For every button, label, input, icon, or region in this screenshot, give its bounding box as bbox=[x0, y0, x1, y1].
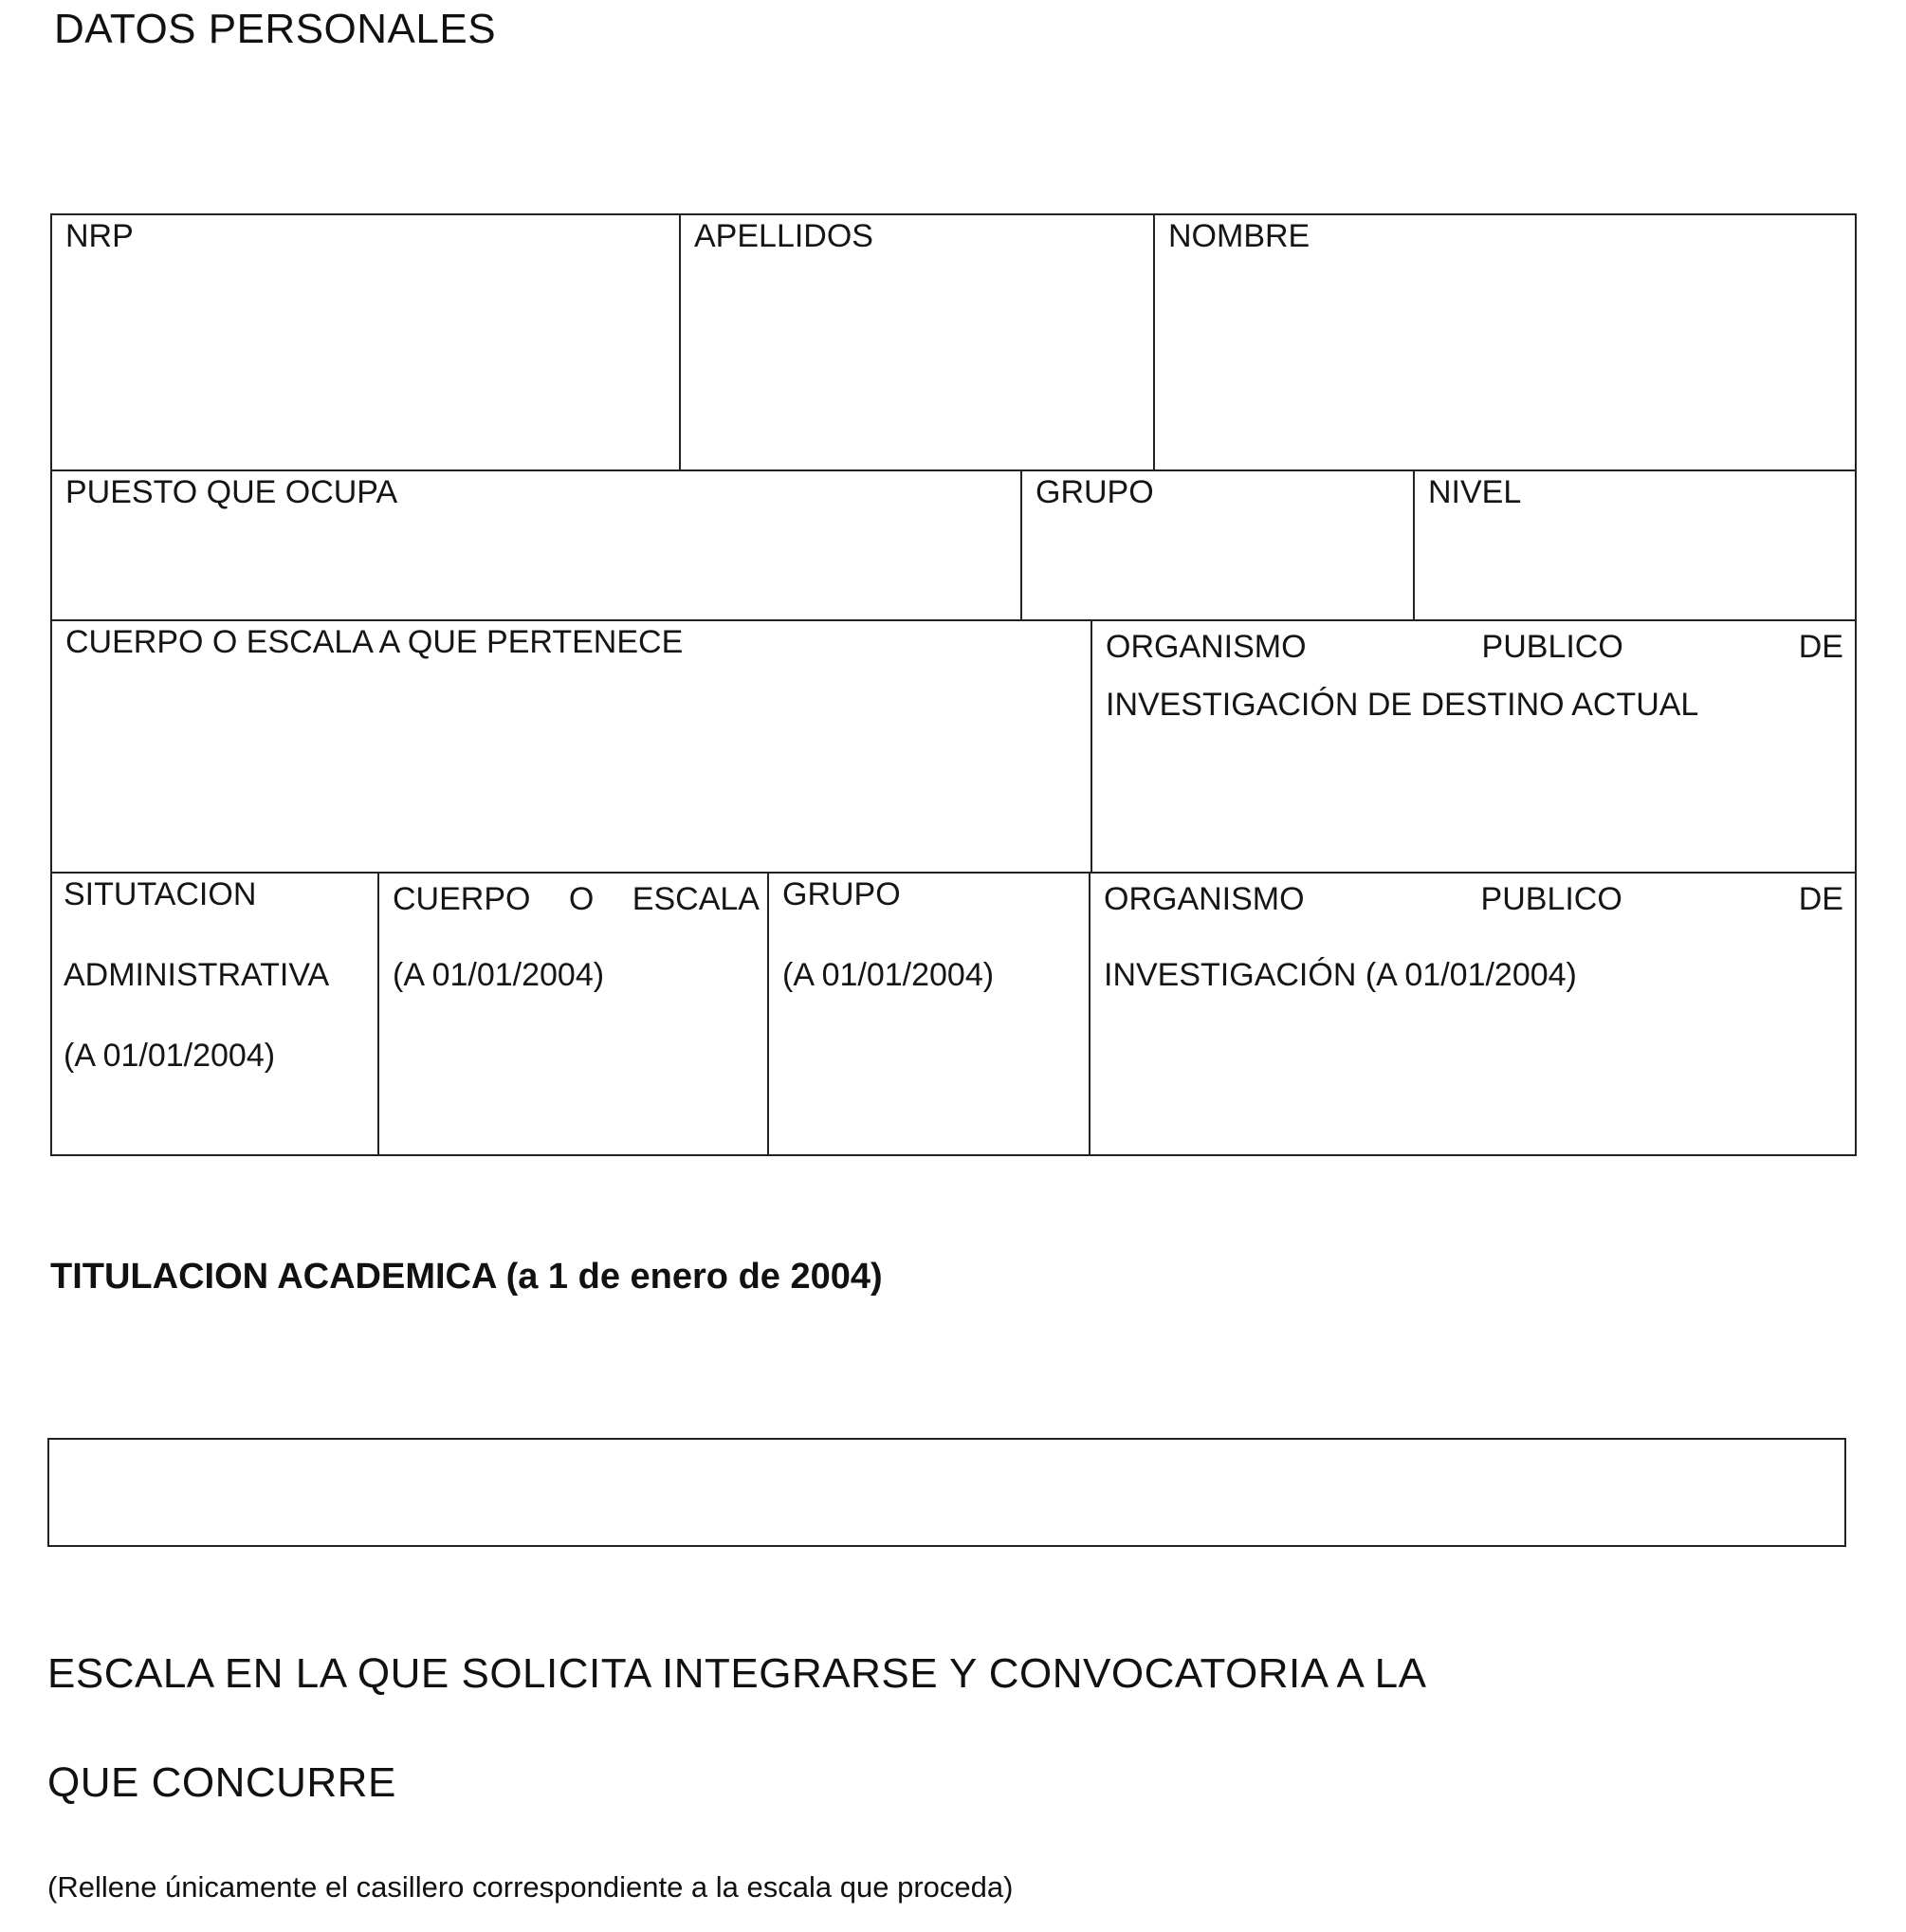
o-word: O bbox=[568, 881, 595, 917]
escala-heading-line1: ESCALA EN LA QUE SOLICITA INTEGRARSE Y CONVOCATORIA A LA bbox=[47, 1650, 1427, 1697]
nrp-field[interactable] bbox=[50, 213, 681, 471]
organismo-fecha-field[interactable] bbox=[1089, 872, 1857, 1156]
grupo-fecha-label-line2: (A 01/01/2004) bbox=[782, 957, 995, 993]
escala-heading-line2: QUE CONCURRE bbox=[47, 1759, 396, 1806]
nombre-field[interactable] bbox=[1153, 213, 1857, 471]
grupo-field[interactable] bbox=[1020, 469, 1415, 621]
organismo-destino-field[interactable] bbox=[1090, 619, 1857, 874]
escala-instruction-note: (Rellene únicamente el casillero correspondiente a la escala que proceda) bbox=[47, 1870, 1014, 1904]
nivel-field[interactable] bbox=[1413, 469, 1857, 621]
titulacion-field[interactable] bbox=[47, 1438, 1846, 1547]
nivel-label: NIVEL bbox=[1428, 474, 1522, 510]
situacion-label-line1: SITUTACION bbox=[64, 876, 257, 912]
de-word: DE bbox=[1798, 881, 1843, 917]
cuerpo-fecha-label-line2: (A 01/01/2004) bbox=[393, 957, 605, 993]
apellidos-label: APELLIDOS bbox=[694, 218, 873, 254]
publico-word: PUBLICO bbox=[1480, 881, 1622, 917]
cuerpo-fecha-field[interactable] bbox=[377, 872, 769, 1156]
situacion-field[interactable] bbox=[50, 872, 379, 1156]
nrp-label: NRP bbox=[65, 218, 134, 254]
organismo-word: ORGANISMO bbox=[1104, 881, 1305, 917]
titulacion-heading: TITULACION ACADEMICA (a 1 de enero de 2004) bbox=[50, 1257, 883, 1297]
cuerpo-escala-label: CUERPO O ESCALA A QUE PERTENECE bbox=[65, 624, 684, 660]
escala-word: ESCALA bbox=[632, 881, 760, 917]
organismo-destino-label-line2: INVESTIGACIÓN DE DESTINO ACTUAL bbox=[1106, 687, 1699, 723]
grupo-fecha-field[interactable] bbox=[767, 872, 1090, 1156]
organismo-fecha-label-line2: INVESTIGACIÓN (A 01/01/2004) bbox=[1104, 957, 1577, 993]
apellidos-field[interactable] bbox=[679, 213, 1155, 471]
situacion-label-line3: (A 01/01/2004) bbox=[64, 1038, 276, 1074]
situacion-label-line2: ADMINISTRATIVA bbox=[64, 957, 330, 993]
cuerpo-word: CUERPO bbox=[393, 881, 531, 917]
nombre-label: NOMBRE bbox=[1168, 218, 1310, 254]
de-word: DE bbox=[1798, 629, 1843, 665]
puesto-label: PUESTO QUE OCUPA bbox=[65, 474, 398, 510]
publico-word: PUBLICO bbox=[1481, 629, 1623, 665]
page-title: DATOS PERSONALES bbox=[54, 6, 497, 52]
cuerpo-escala-field[interactable] bbox=[50, 619, 1092, 874]
organismo-word: ORGANISMO bbox=[1106, 629, 1307, 665]
puesto-field[interactable] bbox=[50, 469, 1022, 621]
grupo-label: GRUPO bbox=[1035, 474, 1154, 510]
grupo-fecha-label-line1: GRUPO bbox=[782, 876, 901, 912]
